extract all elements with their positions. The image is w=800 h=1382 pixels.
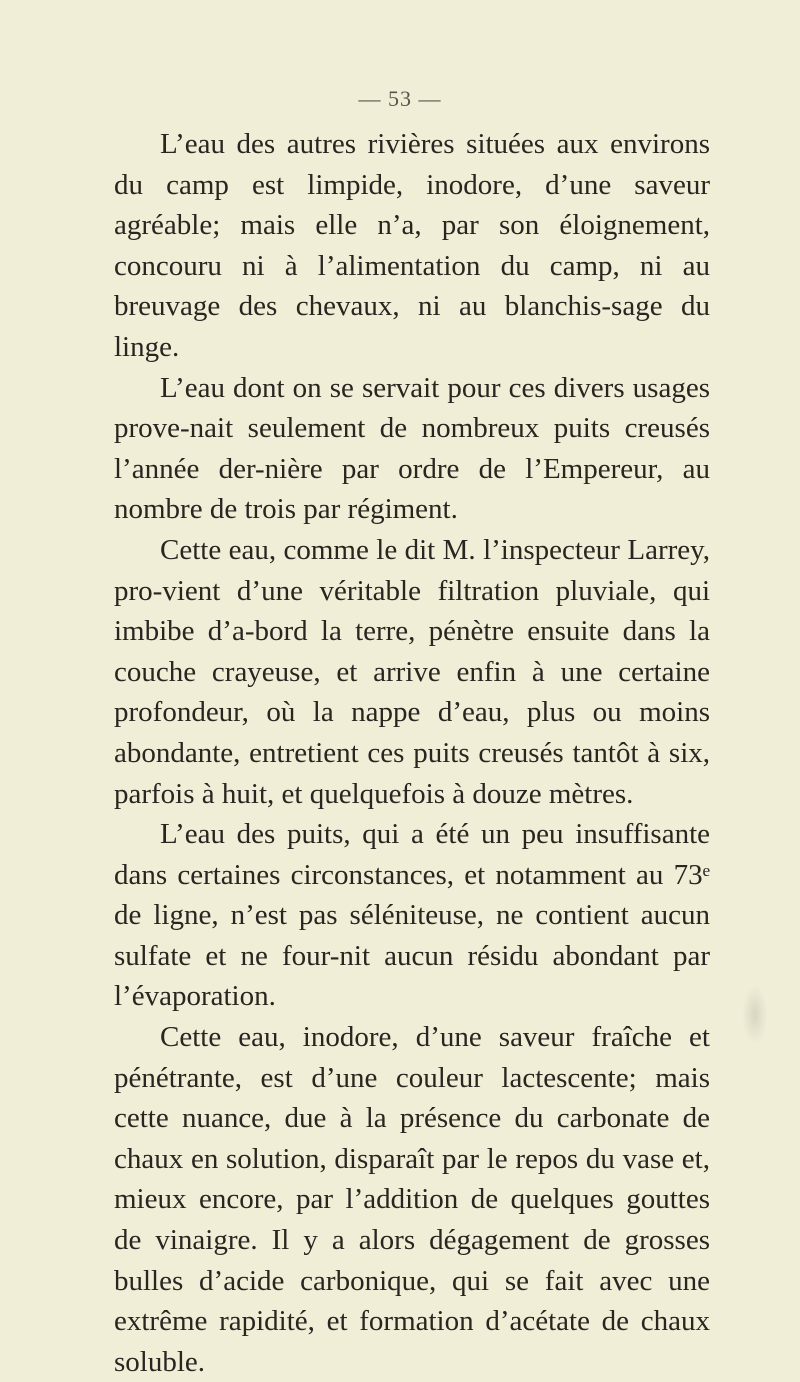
- page-number: — 53 —: [358, 86, 442, 111]
- paragraph-other-rivers: L’eau des autres rivières situées aux environs du camp est limpide, inodore, d’une saveur agréable; mais elle n’a, par son éloignement, concouru ni à l’alimentation du camp, ni au breuvage des chevaux, ni au blanchis-sage du linge.: [114, 128, 710, 363]
- paper-stain: [742, 985, 768, 1045]
- paragraph-wells-source: L’eau dont on se servait pour ces divers usages prove-nait seulement de nombreux puits creusés l’année der-nière par ordre de l’Empereur, au nombre de trois par régiment.: [114, 371, 710, 526]
- paragraph-filtration: Cette eau, comme le dit M. l’inspecteur Larrey, pro-vient d’une véritable filtration pluviale, qui imbibe d’a-bord la terre, pénètre ensuite dans la couche crayeuse, et arrive enfin à une certaine profondeur, où la nappe d’eau, plus ou moins abondante, entretient ces puits creusés tantôt à six, parfois à huit, et quelquefois à douze mètres.: [114, 533, 710, 810]
- paragraph-well-water-quality: L’eau des puits, qui a été un peu insuffisante dans certaines circonstances, et notamment au 73ᵉ de ligne, n’est pas séléniteuse, ne contient aucun sulfate et ne four-nit aucun résidu abondant par l’évaporation.: [114, 818, 710, 1013]
- paragraph-water-properties: Cette eau, inodore, d’une saveur fraîche et pénétrante, est d’une couleur lactescente; mais cette nuance, due à la présence du carbonate de chaux en solution, disparaît par le repos du vase et, mieux encore, par l’addition de quelques gouttes de vinaigre. Il y a alors dégagement de grosses bulles d’acide carbonique, qui se fait avec une extrême rapidité, et formation d’acétate de chaux soluble.: [114, 1021, 710, 1378]
